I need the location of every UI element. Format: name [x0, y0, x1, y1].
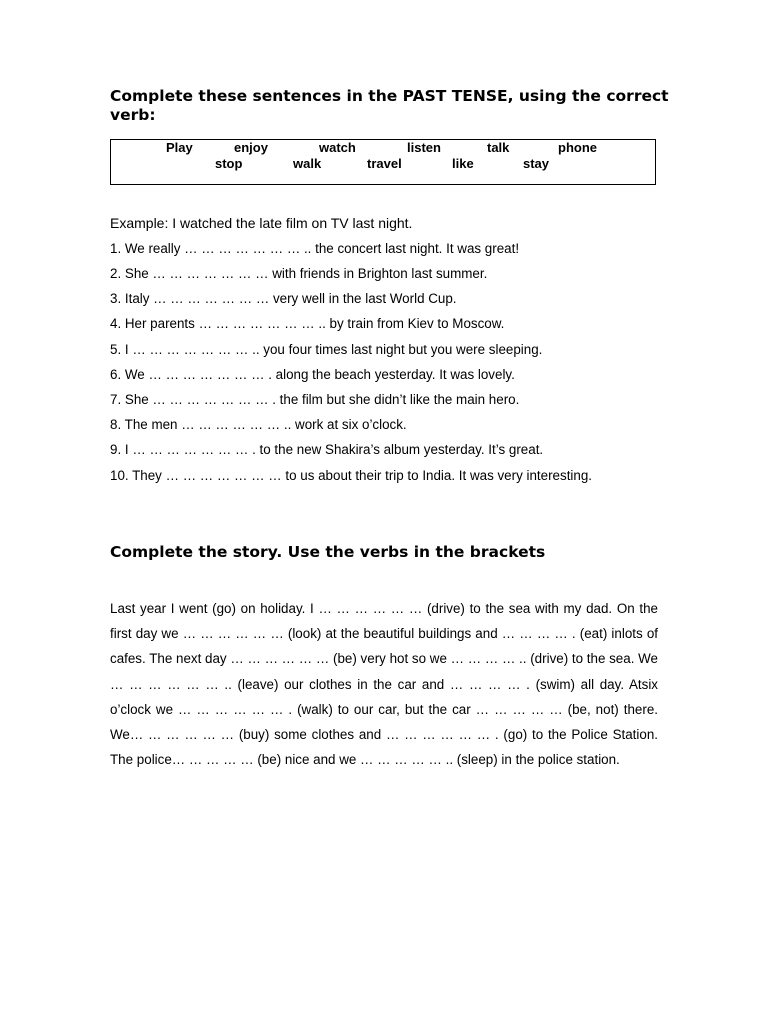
example-sentence: Example: I watched the late film on TV last night. [110, 215, 413, 231]
verb-box [110, 139, 656, 185]
section1-heading: Complete these sentences in the PAST TENSE, using the correct verb: [110, 87, 669, 124]
exercise-sentence: 7. She … … … … … … … . the film but she didn’t like the main hero. [110, 392, 520, 407]
verb-item: talk [487, 140, 510, 155]
exercise-sentence: 5. I … … … … … … … .. you four times last night but you were sleeping. [110, 342, 543, 357]
exercise-sentence: 3. Italy … … … … … … … very well in the last World Cup. [110, 291, 457, 306]
exercise-sentence: 6. We … … … … … … … . along the beach yesterday. It was lovely. [110, 367, 515, 382]
exercise-sentence: 4. Her parents … … … … … … … .. by train from Kiev to Moscow. [110, 316, 505, 331]
verb-item: enjoy [234, 140, 268, 155]
verb-item: Play [166, 140, 193, 155]
exercise-sentence: 2. She … … … … … … … with friends in Brighton last summer. [110, 266, 488, 281]
verb-item: stop [215, 156, 243, 171]
section2-heading: Complete the story. Use the verbs in the brackets [110, 543, 546, 561]
exercise-sentence: 8. The men … … … … … … .. work at six o’clock. [110, 417, 407, 432]
exercise-sentence: 9. I … … … … … … … . to the new Shakira’s album yesterday. It’s great. [110, 442, 544, 457]
verb-item: walk [293, 156, 322, 171]
exercise-sentence: 10. They … … … … … … … to us about their trip to India. It was very interesting. [110, 468, 593, 483]
exercise-sentence: 1. We really … … … … … … … .. the concert last night. It was great! [110, 241, 520, 256]
verb-item: listen [407, 140, 441, 155]
verb-item: phone [558, 140, 597, 155]
verb-item: travel [367, 156, 402, 171]
verb-item: stay [523, 156, 550, 171]
verb-item: watch [319, 140, 356, 155]
story-paragraph: Last year I went (go) on holiday. I … … … … … … (drive) to the sea with my dad. On the first day we … … … … … … (look) at the beautiful buildings and … … … … . (eat) inlots of cafes. The next day … … … … … … (be) very hot so we … … … … .. (drive) to the sea. We … … … … … … .. (leave) our clothes in the car and … … … … . (swim) all day. Atsix o’clock we … … … … … … . (walk) to our car, but the car … … … … … (be, not) there. We… … … … … … (buy) some clothes and … … … … … … . (go) to the Police Station. The police… … … … … (be) nice and we … … … … … .. (sleep) in the police station. [110, 601, 658, 768]
verb-item: like [452, 156, 474, 171]
